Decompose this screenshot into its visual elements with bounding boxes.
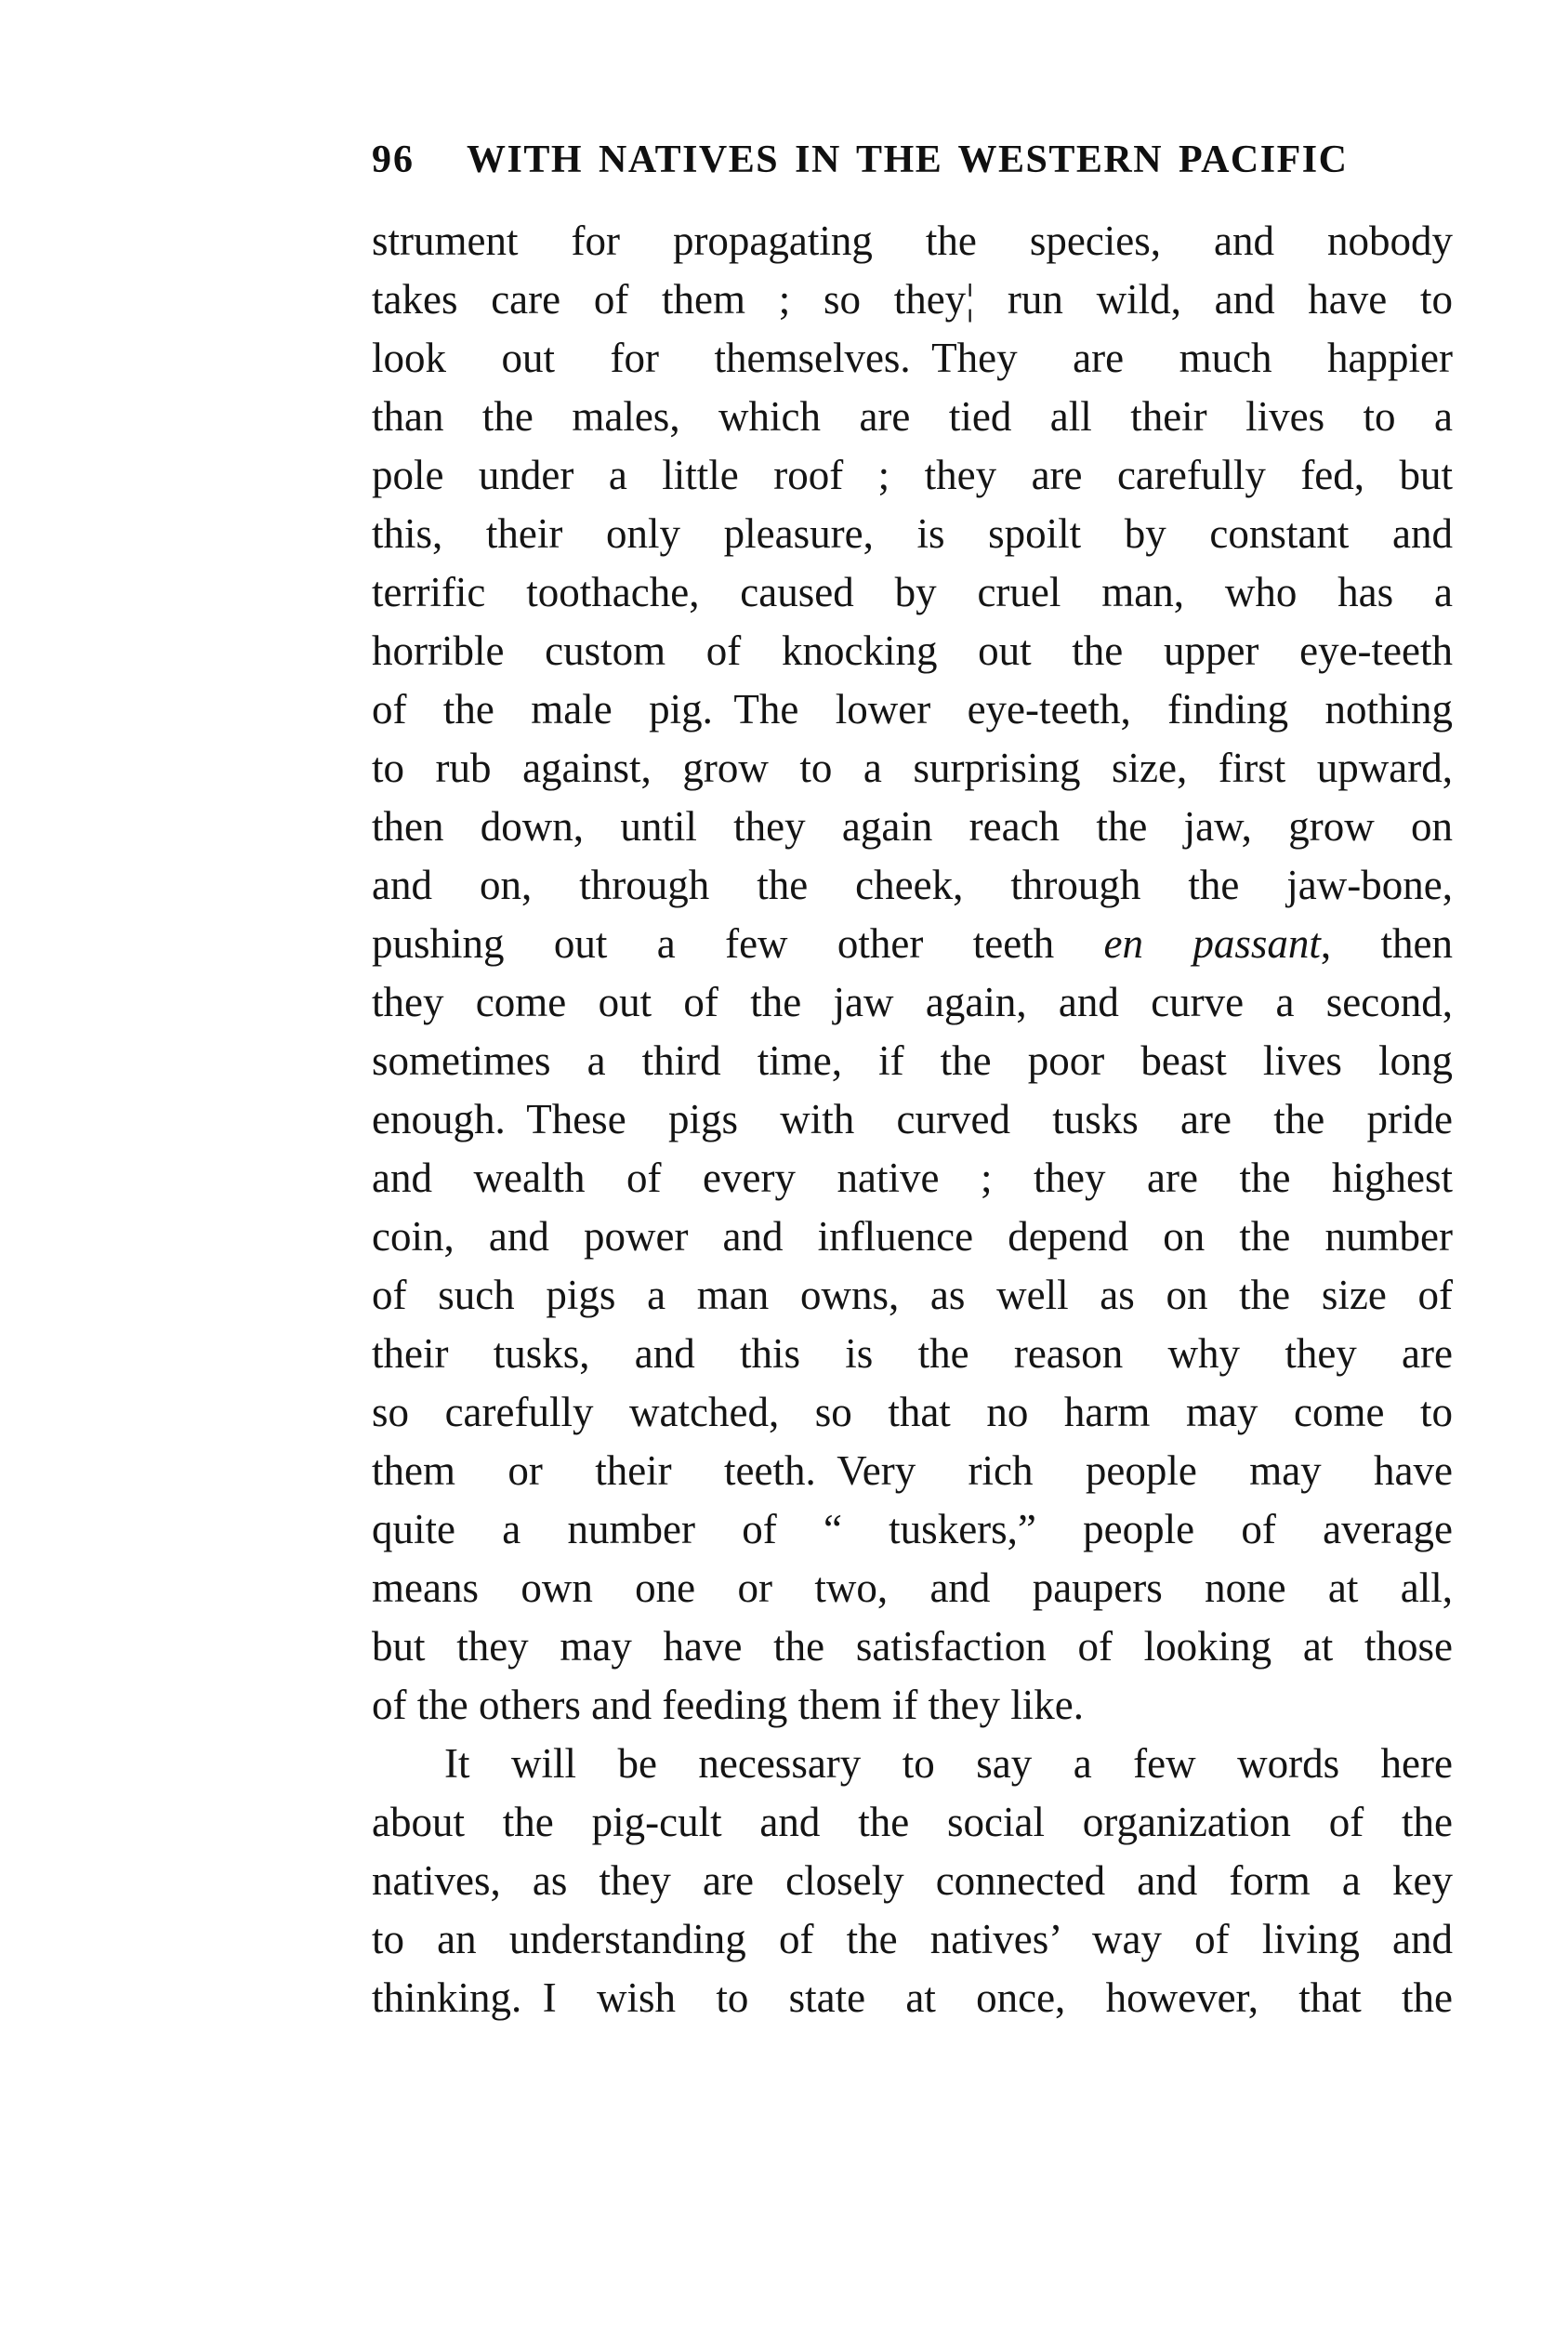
text-line bbox=[372, 1676, 1453, 1735]
running-header bbox=[372, 139, 1455, 180]
text-segment: to an understanding of the natives’ way of living and bbox=[372, 1916, 1453, 1962]
text-segment: them or their teeth. Very rich people may have bbox=[372, 1447, 1453, 1494]
text-segment: natives, as they are closely connected and form a key bbox=[372, 1857, 1453, 1904]
text-segment: of such pigs a man owns, as well as on the size of bbox=[372, 1272, 1453, 1318]
text-line bbox=[372, 446, 1453, 505]
text-line bbox=[372, 798, 1453, 856]
text-line bbox=[372, 1910, 1453, 1969]
text-segment: strument for propagating the species, and nobody bbox=[372, 218, 1453, 264]
text-segment: terrific toothache, caused by cruel man, who has a bbox=[372, 569, 1453, 615]
text-segment: this, their only pleasure, is spoilt by constant and bbox=[372, 510, 1453, 557]
text-segment: so carefully watched, so that no harm may come to bbox=[372, 1389, 1453, 1435]
text-segment: thinking. I wish to state at once, however, that the bbox=[372, 1974, 1453, 2021]
text-line bbox=[372, 1500, 1453, 1559]
page-body bbox=[372, 212, 1453, 2027]
text-segment: of the others and feeding them if they like. bbox=[372, 1682, 1085, 1728]
text-line bbox=[372, 212, 1453, 271]
text-segment: but they may have the satisfaction of looking at those bbox=[372, 1623, 1453, 1670]
text-segment: coin, and power and influence depend on the number bbox=[372, 1213, 1453, 1260]
text-line bbox=[372, 1208, 1453, 1266]
text-segment: sometimes a third time, if the poor beast lives long bbox=[372, 1037, 1453, 1084]
text-segment: and wealth of every native ; they are the highest bbox=[372, 1155, 1453, 1201]
text-line bbox=[372, 1149, 1453, 1208]
text-line bbox=[372, 271, 1453, 329]
text-line bbox=[372, 973, 1453, 1032]
text-segment: pole under a little roof ; they are carefully fed, but bbox=[372, 452, 1453, 498]
text-segment: takes care of them ; so they¦ run wild, and have to bbox=[372, 276, 1453, 323]
text-segment: than the males, which are tied all their lives to a bbox=[372, 393, 1453, 440]
text-segment: about the pig-cult and the social organization of the bbox=[372, 1799, 1453, 1845]
text-line bbox=[372, 915, 1453, 973]
paragraph bbox=[372, 1735, 1453, 2027]
text-segment: quite a number of “ tuskers,” people of average bbox=[372, 1506, 1453, 1552]
text-line bbox=[372, 1793, 1453, 1852]
text-segment: and on, through the cheek, through the jaw-bone, bbox=[372, 862, 1453, 908]
chapter-header-title: WITH NATIVES IN THE WESTERN PACIFIC bbox=[467, 139, 1349, 181]
text-line bbox=[372, 1266, 1453, 1325]
text-line bbox=[372, 680, 1453, 739]
text-segment: of the male pig. The lower eye-teeth, finding nothing bbox=[372, 686, 1453, 733]
text-segment: then down, until they again reach the jaw, grow on bbox=[372, 803, 1453, 850]
text-segment: they come out of the jaw again, and curve a second, bbox=[372, 979, 1453, 1025]
page-number: 96 bbox=[372, 139, 415, 181]
text-segment: look out for themselves. They are much happier bbox=[372, 335, 1453, 381]
text-segment: enough. These pigs with curved tusks are the pride bbox=[372, 1096, 1453, 1142]
text-segment: their tusks, and this is the reason why they are bbox=[372, 1330, 1453, 1377]
paragraph bbox=[372, 212, 1453, 1735]
text-line bbox=[372, 1969, 1453, 2027]
text-segment: to rub against, grow to a surprising size, first upward, bbox=[372, 745, 1453, 791]
text-line bbox=[372, 1617, 1453, 1676]
text-line bbox=[372, 739, 1453, 798]
text-line bbox=[372, 505, 1453, 563]
text-segment: It will be necessary to say a few words here bbox=[444, 1740, 1453, 1787]
text-line bbox=[372, 856, 1453, 915]
text-line bbox=[372, 622, 1453, 680]
text-line bbox=[372, 1442, 1453, 1500]
italic-text: en passant bbox=[1103, 920, 1321, 967]
text-line bbox=[372, 1032, 1453, 1090]
text-line bbox=[372, 388, 1453, 446]
text-line bbox=[372, 1090, 1453, 1149]
text-segment: means own one or two, and paupers none at all, bbox=[372, 1564, 1453, 1611]
text-line bbox=[372, 1383, 1453, 1442]
text-line bbox=[372, 1559, 1453, 1617]
text-segment: horrible custom of knocking out the upper eye-teeth bbox=[372, 627, 1453, 674]
text-line bbox=[372, 1852, 1453, 1910]
text-segment: , then bbox=[1320, 920, 1454, 967]
text-line bbox=[372, 563, 1453, 622]
text-line bbox=[372, 329, 1453, 388]
text-line bbox=[372, 1325, 1453, 1383]
text-segment: pushing out a few other teeth bbox=[372, 920, 1104, 967]
text-line bbox=[372, 1735, 1453, 1793]
